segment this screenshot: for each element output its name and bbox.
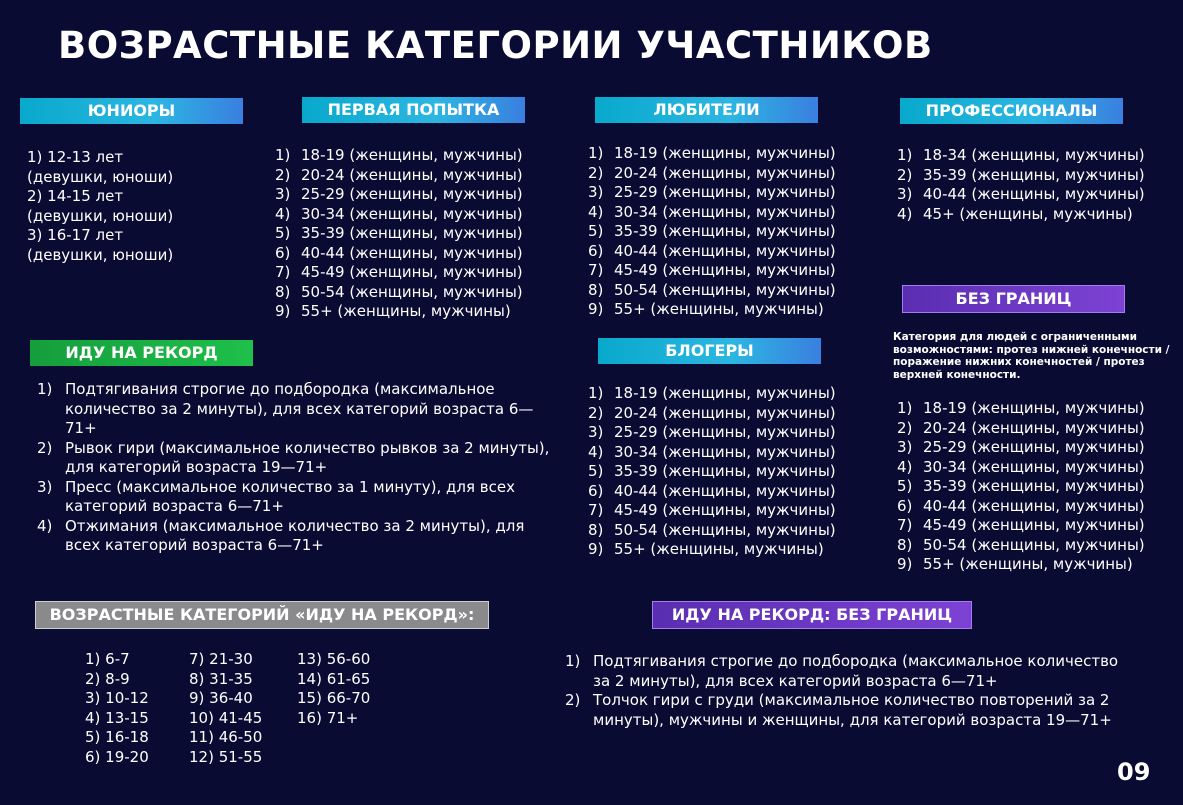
list-item-number: 7) <box>588 261 604 279</box>
list-item-text: 35-39 (женщины, мужчины) <box>923 165 1145 184</box>
list-item <box>565 652 1125 691</box>
list-item <box>37 517 557 556</box>
list-item <box>275 205 523 225</box>
list-item-number: 9) <box>588 540 604 558</box>
list-item <box>565 691 1125 730</box>
list-item <box>897 516 1145 536</box>
bloggers-list <box>588 384 836 560</box>
list-item: 9) 36-40 <box>189 689 253 707</box>
list-item-number: 1) <box>275 146 291 164</box>
list-item-number: 4) <box>897 204 913 223</box>
list-item-text: 55+ (женщины, мужчины) <box>614 540 824 558</box>
list-item-number: 6) <box>588 241 604 260</box>
list-item: 12) 51-55 <box>189 747 263 766</box>
juniors-heading: ЮНИОРЫ <box>20 98 243 124</box>
list-item-number: 5) <box>588 462 604 480</box>
list-item-number: 3) <box>588 183 604 201</box>
list-item <box>588 482 836 502</box>
list-item <box>275 263 523 283</box>
list-item: 3) 16-17 лет <box>27 226 124 244</box>
list-item <box>588 501 836 521</box>
first-attempt-list <box>275 146 523 322</box>
list-item-text: 18-19 (женщины, мужчины) <box>301 146 523 164</box>
list-item-text: 45+ (женщины, мужчины) <box>923 204 1133 223</box>
list-item-text: 55+ (женщины, мужчины) <box>301 302 511 320</box>
list-item: (девушки, юноши) <box>27 245 174 264</box>
list-item-number: 2) <box>588 403 604 422</box>
list-item: 15) 66-70 <box>297 689 371 707</box>
list-item <box>275 283 523 303</box>
list-item-number: 1) <box>588 384 604 402</box>
list-item <box>275 224 523 244</box>
list-item-text: 40-44 (женщины, мужчины) <box>923 185 1145 203</box>
list-item <box>897 458 1145 478</box>
list-item <box>588 540 836 560</box>
list-item: 3) 10-12 <box>85 689 149 707</box>
list-item <box>897 477 1145 497</box>
record-heading: ИДУ НА РЕКОРД <box>30 340 253 366</box>
list-item-text: 20-24 (женщины, мужчины) <box>923 418 1145 437</box>
list-item-number: 1) <box>588 144 604 162</box>
no-limits-note: Категория для людей с ограниченными возможностями: протез нижней конечности /поражение нижних конечностей / протез верхней конечности. <box>893 331 1170 381</box>
list-item-text: 18-19 (женщины, мужчины) <box>923 399 1145 417</box>
list-item-text: 40-44 (женщины, мужчины) <box>923 496 1145 515</box>
list-item-text: 50-54 (женщины, мужчины) <box>614 520 836 539</box>
list-item-number: 6) <box>275 243 291 262</box>
list-item-number: 7) <box>897 516 913 534</box>
list-item <box>588 261 836 281</box>
list-item-text: 40-44 (женщины, мужчины) <box>301 243 523 262</box>
list-item <box>37 478 557 517</box>
list-item-number: 8) <box>588 280 604 299</box>
record-no-limits-heading: ИДУ НА РЕКОРД: БЕЗ ГРАНИЦ <box>652 601 972 629</box>
list-item-number: 3) <box>37 477 53 496</box>
list-item: 10) 41-45 <box>189 708 263 727</box>
list-item-text: 18-34 (женщины, мужчины) <box>923 146 1145 164</box>
list-item-number: 8) <box>275 282 291 301</box>
list-item: 2) 14-15 лет <box>27 187 124 205</box>
list-item-number: 9) <box>897 555 913 573</box>
list-item: 11) 46-50 <box>189 728 263 746</box>
list-item-number: 1) <box>37 380 53 398</box>
list-item <box>897 536 1145 556</box>
list-item: 1) 6-7 <box>85 650 130 668</box>
list-item <box>275 185 523 205</box>
list-item-text: 25-29 (женщины, мужчины) <box>614 183 836 201</box>
record-ages-col-1 <box>85 650 149 767</box>
list-item <box>897 399 1145 419</box>
list-item-text: 50-54 (женщины, мужчины) <box>301 282 523 301</box>
list-item-number: 4) <box>275 204 291 223</box>
list-item <box>588 203 836 223</box>
list-item <box>275 146 523 166</box>
list-item <box>897 419 1145 439</box>
list-item <box>588 144 836 164</box>
list-item-text: 45-49 (женщины, мужчины) <box>923 516 1145 534</box>
list-item: 14) 61-65 <box>297 669 371 688</box>
list-item: 13) 56-60 <box>297 650 371 668</box>
list-item-text: 30-34 (женщины, мужчины) <box>614 202 836 221</box>
list-item <box>588 183 836 203</box>
list-item-number: 6) <box>897 496 913 515</box>
list-item-text: 55+ (женщины, мужчины) <box>923 555 1133 573</box>
list-item-text: 25-29 (женщины, мужчины) <box>923 438 1145 456</box>
list-item-text: Подтягивания строгие до подбородка (максимальное количество за 2 минуты), для всех категорий возраста 6—71+ <box>593 652 1119 690</box>
amateurs-heading: ЛЮБИТЕЛИ <box>595 97 818 123</box>
list-item: 16) 71+ <box>297 708 359 727</box>
bloggers-heading: БЛОГЕРЫ <box>598 338 821 364</box>
list-item-number: 7) <box>275 263 291 281</box>
list-item-text: 45-49 (женщины, мужчины) <box>614 501 836 519</box>
list-item-number: 2) <box>37 438 53 457</box>
no-limits-heading: БЕЗ ГРАНИЦ <box>902 285 1125 313</box>
list-item-number: 3) <box>275 185 291 203</box>
page-number: 09 <box>1117 758 1151 786</box>
list-item-number: 5) <box>275 224 291 242</box>
list-item-number: 4) <box>588 202 604 221</box>
list-item <box>275 166 523 186</box>
list-item-text: 55+ (женщины, мужчины) <box>614 300 824 318</box>
list-item-text: 18-19 (женщины, мужчины) <box>614 144 836 162</box>
list-item <box>588 384 836 404</box>
list-item <box>588 222 836 242</box>
record-no-limits-list <box>565 652 1125 730</box>
juniors-list <box>27 148 173 265</box>
list-item-text: 25-29 (женщины, мужчины) <box>301 185 523 203</box>
list-item-text: 18-19 (женщины, мужчины) <box>614 384 836 402</box>
list-item <box>588 281 836 301</box>
list-item-text: 45-49 (женщины, мужчины) <box>301 263 523 281</box>
list-item-number: 2) <box>275 165 291 184</box>
page-title: ВОЗРАСТНЫЕ КАТЕГОРИИ УЧАСТНИКОВ <box>58 24 933 67</box>
list-item-number: 5) <box>588 222 604 240</box>
list-item <box>37 380 557 439</box>
list-item <box>588 242 836 262</box>
list-item: (девушки, юноши) <box>27 167 174 186</box>
list-item-number: 3) <box>588 423 604 441</box>
list-item <box>588 300 836 320</box>
list-item-number: 4) <box>37 516 53 535</box>
list-item-number: 8) <box>897 535 913 554</box>
list-item <box>275 244 523 264</box>
list-item <box>588 462 836 482</box>
list-item-text: 50-54 (женщины, мужчины) <box>923 535 1145 554</box>
list-item-text: 35-39 (женщины, мужчины) <box>923 477 1145 495</box>
no-limits-list <box>897 399 1145 575</box>
record-ages-heading: ВОЗРАСТНЫЕ КАТЕГОРИЙ «ИДУ НА РЕКОРД»: <box>35 601 489 629</box>
list-item-text: 30-34 (женщины, мужчины) <box>923 457 1145 476</box>
list-item-text: 20-24 (женщины, мужчины) <box>301 165 523 184</box>
list-item-number: 9) <box>275 302 291 320</box>
list-item-text: Пресс (максимальное количество за 1 минуту), для всех категорий возраста 6—71+ <box>65 477 515 515</box>
list-item <box>897 555 1145 575</box>
list-item-text: 30-34 (женщины, мужчины) <box>614 442 836 461</box>
professionals-list <box>897 146 1145 224</box>
list-item: 8) 31-35 <box>189 669 253 688</box>
list-item <box>588 164 836 184</box>
list-item-number: 3) <box>897 185 913 203</box>
list-item <box>897 146 1145 166</box>
list-item-text: 20-24 (женщины, мужчины) <box>614 163 836 182</box>
list-item <box>897 497 1145 517</box>
list-item-number: 4) <box>588 442 604 461</box>
list-item-number: 1) <box>897 146 913 164</box>
list-item <box>588 423 836 443</box>
professionals-heading: ПРОФЕССИОНАЛЫ <box>900 98 1123 124</box>
list-item-number: 9) <box>588 300 604 318</box>
list-item-text: Отжимания (максимальное количество за 2 минуты), для всех категорий возраста 6—71+ <box>65 516 525 554</box>
list-item: 2) 8-9 <box>85 669 130 688</box>
list-item: 6) 19-20 <box>85 747 149 766</box>
list-item <box>588 404 836 424</box>
amateurs-list <box>588 144 836 320</box>
list-item-text: 40-44 (женщины, мужчины) <box>614 481 836 500</box>
list-item-text: 35-39 (женщины, мужчины) <box>301 224 523 242</box>
list-item-text: 25-29 (женщины, мужчины) <box>614 423 836 441</box>
list-item-number: 8) <box>588 520 604 539</box>
list-item-number: 2) <box>897 418 913 437</box>
list-item <box>897 438 1145 458</box>
list-item-text: 30-34 (женщины, мужчины) <box>301 204 523 223</box>
list-item: 4) 13-15 <box>85 708 149 727</box>
list-item-text: 40-44 (женщины, мужчины) <box>614 241 836 260</box>
first-attempt-heading: ПЕРВАЯ ПОПЫТКА <box>302 97 525 123</box>
list-item-text: 45-49 (женщины, мужчины) <box>614 261 836 279</box>
list-item-text: 35-39 (женщины, мужчины) <box>614 222 836 240</box>
list-item-number: 3) <box>897 438 913 456</box>
list-item-number: 6) <box>588 481 604 500</box>
list-item-number: 2) <box>588 163 604 182</box>
list-item <box>897 185 1145 205</box>
list-item-number: 5) <box>897 477 913 495</box>
list-item-text: Рывок гири (максимальное количество рывков за 2 минуты), для категорий возраста 19—71+ <box>65 438 550 476</box>
list-item: 1) 12-13 лет <box>27 148 124 166</box>
record-ages-col-2 <box>189 650 262 767</box>
list-item-number: 1) <box>565 652 581 670</box>
list-item-text: Толчок гири с груди (максимальное количество повторений за 2 минуты), мужчины и женщины, для категорий возраста 19—71+ <box>593 691 1112 729</box>
list-item <box>37 439 557 478</box>
record-list <box>37 380 557 556</box>
list-item: 7) 21-30 <box>189 650 253 668</box>
list-item-number: 7) <box>588 501 604 519</box>
list-item <box>588 443 836 463</box>
list-item-number: 4) <box>897 457 913 476</box>
list-item <box>275 302 523 322</box>
list-item <box>897 205 1145 225</box>
list-item-text: Подтягивания строгие до подбородка (максимальное количество за 2 минуты), для всех категорий возраста 6—71+ <box>65 380 534 437</box>
list-item-number: 2) <box>897 165 913 184</box>
list-item <box>588 521 836 541</box>
list-item: 5) 16-18 <box>85 728 149 746</box>
list-item-number: 1) <box>897 399 913 417</box>
list-item-text: 50-54 (женщины, мужчины) <box>614 280 836 299</box>
list-item-text: 35-39 (женщины, мужчины) <box>614 462 836 480</box>
list-item-number: 2) <box>565 691 581 709</box>
record-ages-col-3 <box>297 650 370 728</box>
list-item <box>897 166 1145 186</box>
list-item: (девушки, юноши) <box>27 206 174 225</box>
list-item-text: 20-24 (женщины, мужчины) <box>614 403 836 422</box>
